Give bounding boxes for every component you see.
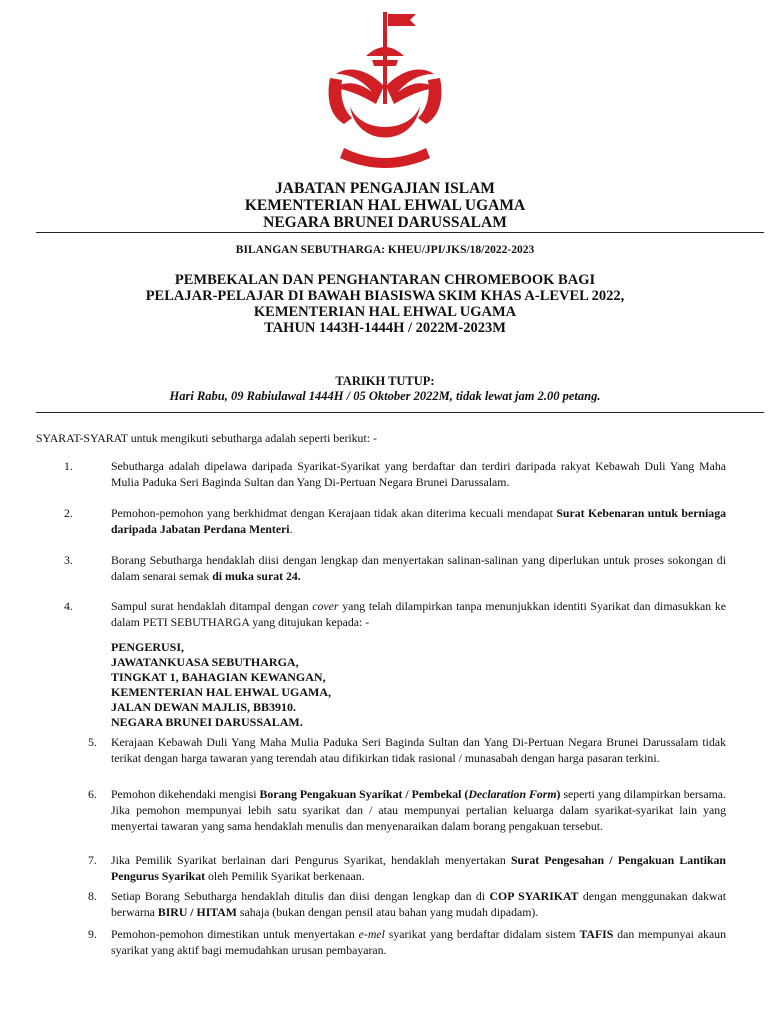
quotation-number: BILANGAN SEBUTHARGA: KHEU/JPI/JKS/18/2022-2023 xyxy=(235,244,535,256)
address-line: JALAN DEWAN MAJLIS, BB3910. xyxy=(111,700,297,714)
header-line-2: KEMENTERIAN HAL EHWAL UGAMA xyxy=(244,197,526,214)
closing-date: Hari Rabu, 09 Rabiulawal 1444H / 05 Oktober 2022M, tidak lewat jam 2.00 petang. xyxy=(169,389,601,403)
address-line: NEGARA BRUNEI DARUSSALAM. xyxy=(111,715,303,729)
item-number: 7. xyxy=(88,853,97,867)
conditions-intro: SYARAT-SYARAT untuk mengikuti sebutharga adalah seperti berikut: - xyxy=(36,431,377,445)
item-number: 1. xyxy=(64,459,73,473)
item-number: 8. xyxy=(88,889,97,903)
address-line: JAWATANKUASA SEBUTHARGA, xyxy=(111,655,299,669)
title-line-4: TAHUN 1443H-1444H / 2022M-2023M xyxy=(264,320,506,336)
header-line-1: JABATAN PENGAJIAN ISLAM xyxy=(275,180,495,197)
list-item: Sebutharga adalah dipelawa daripada Syarikat-Syarikat yang berdaftar dan terdiri daripada rakyat Kebawah Duli Yang Maha Mulia Paduka Seri Baginda Sultan dan Yang Di-Pertuan Negara Brunei Darussalam. xyxy=(111,459,726,489)
list-item: Jika Pemilik Syarikat berlainan dari Pengurus Syarikat, hendaklah menyertakan Surat Pengesahan / Pengakuan Lantikan Pengurus Syarikat oleh Pemilik Syarikat berkenaan. xyxy=(111,853,726,883)
list-item: Pemohon-pemohon yang berkhidmat dengan Kerajaan tidak akan diterima kecuali mendapat Surat Kebenaran untuk berniaga daripada Jabatan Perdana Menteri. xyxy=(111,506,726,536)
item-number: 4. xyxy=(64,599,73,613)
header-line-3: NEGARA BRUNEI DARUSSALAM xyxy=(263,214,507,231)
divider xyxy=(36,412,764,413)
list-item: Setiap Borang Sebutharga hendaklah ditulis dan diisi dengan lengkap dan di COP SYARIKAT dengan menggunakan dakwat berwarna BIRU / HITAM sahaja (bukan dengan pensil atau bahan yang mudah dipadam). xyxy=(111,889,727,919)
list-item: Pemohon dikehendaki mengisi Borang Pengakuan Syarikat / Pembekal (Declaration Form) seperti yang dilampirkan bersama. Jika pemohon mempunyai lebih satu syarikat dan / atau mempunyai pertalian keluarga dalam syarikat-syarikat lain yang menyertai tawaran yang sama hendaklah menulis dan menyenaraikan dalam borang pengakuan tersebut. xyxy=(111,787,726,833)
title-line-3: KEMENTERIAN HAL EHWAL UGAMA xyxy=(253,304,517,320)
item-number: 6. xyxy=(88,787,97,801)
title-line-2: PELAJAR-PELAJAR DI BAWAH BIASISWA SKIM KHAS A-LEVEL 2022, xyxy=(145,288,625,304)
address-line: KEMENTERIAN HAL EHWAL UGAMA, xyxy=(111,685,332,699)
address-line: PENGERUSI, xyxy=(111,640,185,654)
item-number: 2. xyxy=(64,506,73,520)
list-item: Kerajaan Kebawah Duli Yang Maha Mulia Paduka Seri Baginda Sultan dan Yang Di-Pertuan Negara Brunei Darussalam tidak terikat dengan harga tawaran yang terendah atau difikirkan tidak rasional / munasabah dengan harga pasaran terkini. xyxy=(111,735,726,765)
list-item: Pemohon-pemohon dimestikan untuk menyertakan e-mel syarikat yang berdaftar didalam sistem TAFIS dan mempunyai akaun syarikat yang aktif bagi memudahkan urusan pembayaran. xyxy=(111,927,726,957)
closing-label: TARIKH TUTUP: xyxy=(335,374,435,388)
address-line: TINGKAT 1, BAHAGIAN KEWANGAN, xyxy=(111,670,326,684)
list-item: Sampul surat hendaklah ditampal dengan cover yang telah dilampirkan tanpa menunjukkan identiti Syarikat dan dimasukkan ke dalam PETI SEBUTHARGA yang ditujukan kepada: - xyxy=(111,599,727,629)
divider xyxy=(36,232,764,233)
brunei-crest-icon xyxy=(326,8,444,173)
item-number: 9. xyxy=(88,927,97,941)
title-line-1: PEMBEKALAN DAN PENGHANTARAN CHROMEBOOK BAGI xyxy=(174,272,596,288)
item-number: 5. xyxy=(88,735,97,749)
list-item: Borang Sebutharga hendaklah diisi dengan lengkap dan menyertakan salinan-salinan yang diperlukan untuk proses sokongan di dalam senarai semak di muka surat 24. xyxy=(111,553,726,583)
item-number: 3. xyxy=(64,553,73,567)
